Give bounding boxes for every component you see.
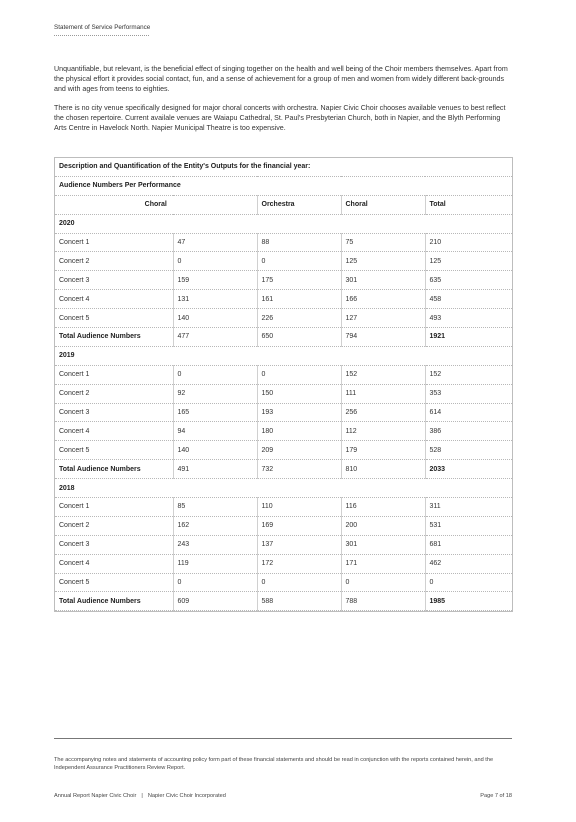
total-cell-choral-a: 477 xyxy=(173,328,257,347)
total-cell-total: 1985 xyxy=(425,592,512,611)
cell-total: 125 xyxy=(425,252,512,271)
cell-total: 681 xyxy=(425,535,512,554)
cell-orchestra: 150 xyxy=(257,384,341,403)
cell-orchestra: 0 xyxy=(257,252,341,271)
cell-choral-b: 125 xyxy=(341,252,425,271)
footer-left xyxy=(54,793,226,799)
footer-divider xyxy=(54,738,512,739)
cell-orchestra: 0 xyxy=(257,365,341,384)
table-subtitle-row xyxy=(55,176,512,195)
cell-choral-b: 112 xyxy=(341,422,425,441)
page-header-title: Statement of Service Performance xyxy=(54,24,151,31)
table-row xyxy=(55,365,512,384)
cell-label: Concert 4 xyxy=(55,554,173,573)
cell-label: Concert 3 xyxy=(55,271,173,290)
cell-choral-b: 127 xyxy=(341,309,425,328)
audience-table-container xyxy=(54,157,513,612)
cell-orchestra: 88 xyxy=(257,233,341,252)
table-subtitle: Audience Numbers Per Performance xyxy=(55,176,512,195)
header-divider xyxy=(54,35,149,36)
year-row xyxy=(55,479,512,498)
total-cell-choral-b: 810 xyxy=(341,460,425,479)
cell-choral-b: 116 xyxy=(341,498,425,517)
cell-choral-b: 301 xyxy=(341,535,425,554)
footer-org-name: Napier Civic Choir Incorporated xyxy=(147,793,226,799)
cell-choral-a: 165 xyxy=(173,403,257,422)
table-row xyxy=(55,271,512,290)
year-row xyxy=(55,346,512,365)
cell-choral-a: 119 xyxy=(173,554,257,573)
cell-total: 493 xyxy=(425,309,512,328)
table-row xyxy=(55,233,512,252)
cell-orchestra: 110 xyxy=(257,498,341,517)
cell-orchestra: 0 xyxy=(257,573,341,592)
cell-choral-b: 179 xyxy=(341,441,425,460)
cell-choral-b: 166 xyxy=(341,290,425,309)
table-row xyxy=(55,554,512,573)
cell-choral-a: 92 xyxy=(173,384,257,403)
cell-choral-b: 111 xyxy=(341,384,425,403)
cell-orchestra: 175 xyxy=(257,271,341,290)
total-cell-choral-a: 609 xyxy=(173,592,257,611)
cell-choral-a: 85 xyxy=(173,498,257,517)
year-row xyxy=(55,214,512,233)
total-cell-choral-a: 491 xyxy=(173,460,257,479)
total-cell-label: Total Audience Numbers xyxy=(55,460,173,479)
cell-total: 353 xyxy=(425,384,512,403)
table-row xyxy=(55,403,512,422)
cell-choral-b: 152 xyxy=(341,365,425,384)
cell-total: 0 xyxy=(425,573,512,592)
footer-separator: | xyxy=(141,793,143,799)
total-cell-orchestra: 650 xyxy=(257,328,341,347)
col-header-label: Choral xyxy=(55,195,257,214)
audience-table xyxy=(55,158,512,611)
cell-choral-a: 140 xyxy=(173,441,257,460)
table-row xyxy=(55,573,512,592)
cell-total: 311 xyxy=(425,498,512,517)
cell-orchestra: 169 xyxy=(257,516,341,535)
cell-label: Concert 1 xyxy=(55,498,173,517)
cell-label: Concert 5 xyxy=(55,573,173,592)
cell-total: 531 xyxy=(425,516,512,535)
cell-choral-a: 0 xyxy=(173,252,257,271)
total-row xyxy=(55,328,512,347)
cell-choral-b: 75 xyxy=(341,233,425,252)
cell-total: 386 xyxy=(425,422,512,441)
cell-label: Concert 1 xyxy=(55,233,173,252)
cell-total: 210 xyxy=(425,233,512,252)
cell-label: Concert 3 xyxy=(55,403,173,422)
cell-label: Concert 5 xyxy=(55,441,173,460)
cell-choral-a: 0 xyxy=(173,573,257,592)
table-row xyxy=(55,384,512,403)
cell-choral-a: 131 xyxy=(173,290,257,309)
cell-orchestra: 226 xyxy=(257,309,341,328)
cell-choral-a: 47 xyxy=(173,233,257,252)
year-label: 2019 xyxy=(55,346,512,365)
footer-report-name: Annual Report Napier Civic Choir xyxy=(54,793,137,799)
col-header-orchestra: Orchestra xyxy=(257,195,341,214)
table-row xyxy=(55,252,512,271)
cell-orchestra: 193 xyxy=(257,403,341,422)
total-cell-orchestra: 588 xyxy=(257,592,341,611)
col-header-total: Total xyxy=(425,195,512,214)
cell-orchestra: 161 xyxy=(257,290,341,309)
cell-choral-b: 171 xyxy=(341,554,425,573)
table-row xyxy=(55,516,512,535)
cell-choral-a: 162 xyxy=(173,516,257,535)
total-cell-orchestra: 732 xyxy=(257,460,341,479)
table-row xyxy=(55,309,512,328)
column-header-row xyxy=(55,195,512,214)
cell-label: Concert 4 xyxy=(55,422,173,441)
cell-orchestra: 209 xyxy=(257,441,341,460)
cell-choral-a: 94 xyxy=(173,422,257,441)
total-cell-choral-b: 788 xyxy=(341,592,425,611)
cell-label: Concert 2 xyxy=(55,252,173,271)
cell-total: 614 xyxy=(425,403,512,422)
total-row xyxy=(55,460,512,479)
total-cell-total: 2033 xyxy=(425,460,512,479)
table-title-row xyxy=(55,158,512,176)
footer-note: The accompanying notes and statements of accounting policy form part of these financial statements and should be read in conjunction with the reports contained herein, and the Independent Assurance Practitioners Review Report. xyxy=(54,757,494,771)
cell-total: 528 xyxy=(425,441,512,460)
cell-label: Concert 5 xyxy=(55,309,173,328)
cell-orchestra: 137 xyxy=(257,535,341,554)
cell-choral-a: 159 xyxy=(173,271,257,290)
cell-orchestra: 180 xyxy=(257,422,341,441)
table-title: Description and Quantification of the Entity's Outputs for the financial year: xyxy=(55,158,512,176)
table-row xyxy=(55,290,512,309)
year-label: 2018 xyxy=(55,479,512,498)
col-header-choral: Choral xyxy=(341,195,425,214)
total-cell-label: Total Audience Numbers xyxy=(55,328,173,347)
cell-total: 458 xyxy=(425,290,512,309)
total-row xyxy=(55,592,512,611)
cell-choral-a: 0 xyxy=(173,365,257,384)
cell-choral-a: 140 xyxy=(173,309,257,328)
venue-paragraph: There is no city venue specifically designed for major choral concerts with orchestra. Napier Civic Choir chooses available venues to best reflect the chosen repertoire. Current availale venues are Waiapu Cathedral, St. Paul's Presbyterian Church, both in Napier, and the Blyth Performing Arts Centre in Havelock North. Napier Municipal Theatre is too expensive. xyxy=(54,104,506,133)
footer-page-number: Page 7 of 18 xyxy=(480,793,512,799)
cell-total: 635 xyxy=(425,271,512,290)
cell-choral-a: 243 xyxy=(173,535,257,554)
cell-choral-b: 0 xyxy=(341,573,425,592)
cell-orchestra: 172 xyxy=(257,554,341,573)
intro-paragraph: Unquantifiable, but relevant, is the beneficial effect of singing together on the health and well being of the Choir members themselves. Apart from the physical effort it provides social contact, fun, and a sense of achievement for a group of men and women from widely different back-grounds and with ages from teens to eighties. xyxy=(54,65,508,94)
cell-choral-b: 256 xyxy=(341,403,425,422)
cell-label: Concert 2 xyxy=(55,516,173,535)
cell-total: 152 xyxy=(425,365,512,384)
cell-label: Concert 1 xyxy=(55,365,173,384)
table-row xyxy=(55,422,512,441)
total-cell-choral-b: 794 xyxy=(341,328,425,347)
table-row xyxy=(55,441,512,460)
cell-total: 462 xyxy=(425,554,512,573)
cell-label: Concert 4 xyxy=(55,290,173,309)
year-label: 2020 xyxy=(55,214,512,233)
table-row xyxy=(55,535,512,554)
table-row xyxy=(55,498,512,517)
cell-label: Concert 3 xyxy=(55,535,173,554)
total-cell-label: Total Audience Numbers xyxy=(55,592,173,611)
cell-label: Concert 2 xyxy=(55,384,173,403)
cell-choral-b: 200 xyxy=(341,516,425,535)
total-cell-total: 1921 xyxy=(425,328,512,347)
cell-choral-b: 301 xyxy=(341,271,425,290)
